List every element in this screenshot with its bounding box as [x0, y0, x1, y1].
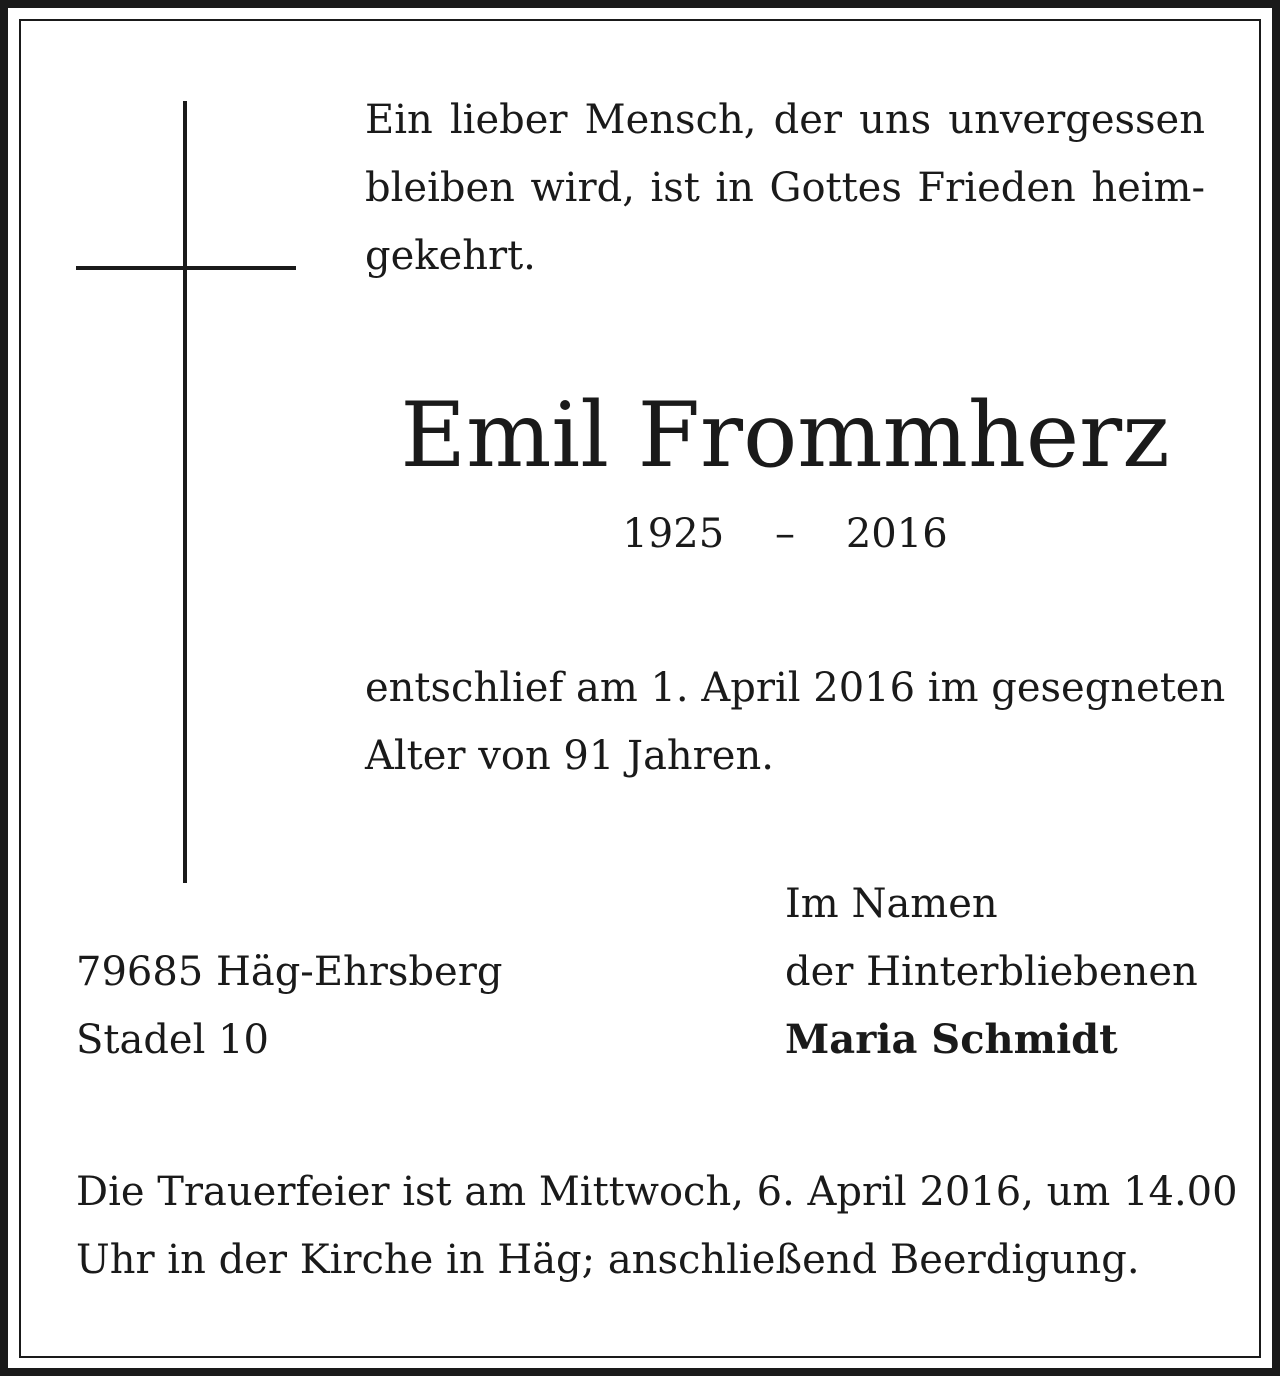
service-line: Die Trauerfeier ist am Mittwoch, 6. April 2016, um 14.00 [76, 1169, 1238, 1215]
mourners-line: Im Namen [785, 881, 998, 927]
mourners-block [785, 870, 1198, 1074]
address-block [76, 938, 502, 1074]
intro-line: gekehrt. [365, 233, 536, 279]
passing-notice [365, 654, 1226, 790]
service-line: Uhr in der Kirche in Häg; anschließend Beerdigung. [76, 1237, 1140, 1283]
intro-line: Ein lieber Mensch, der uns unvergessen [365, 97, 1205, 143]
cross-horizontal-bar [76, 266, 296, 270]
signature-name: Maria Schmidt [785, 1016, 1118, 1063]
cross-vertical-bar [183, 101, 187, 883]
passing-line: entschlief am 1. April 2016 im gesegneten [365, 665, 1226, 711]
mourners-line: der Hinterbliebenen [785, 949, 1198, 995]
passing-line: Alter von 91 Jahren. [365, 733, 774, 779]
address-line: 79685 Häg-Ehrsberg [76, 949, 503, 995]
service-notice [76, 1158, 1238, 1294]
intro-text [365, 86, 1205, 290]
deceased-name: Emil Frommherz [400, 383, 1170, 488]
life-years: 1925 – 2016 [622, 511, 948, 557]
intro-line: bleiben wird, ist in Gottes Frieden heim- [365, 165, 1205, 211]
address-line: Stadel 10 [76, 1017, 270, 1063]
